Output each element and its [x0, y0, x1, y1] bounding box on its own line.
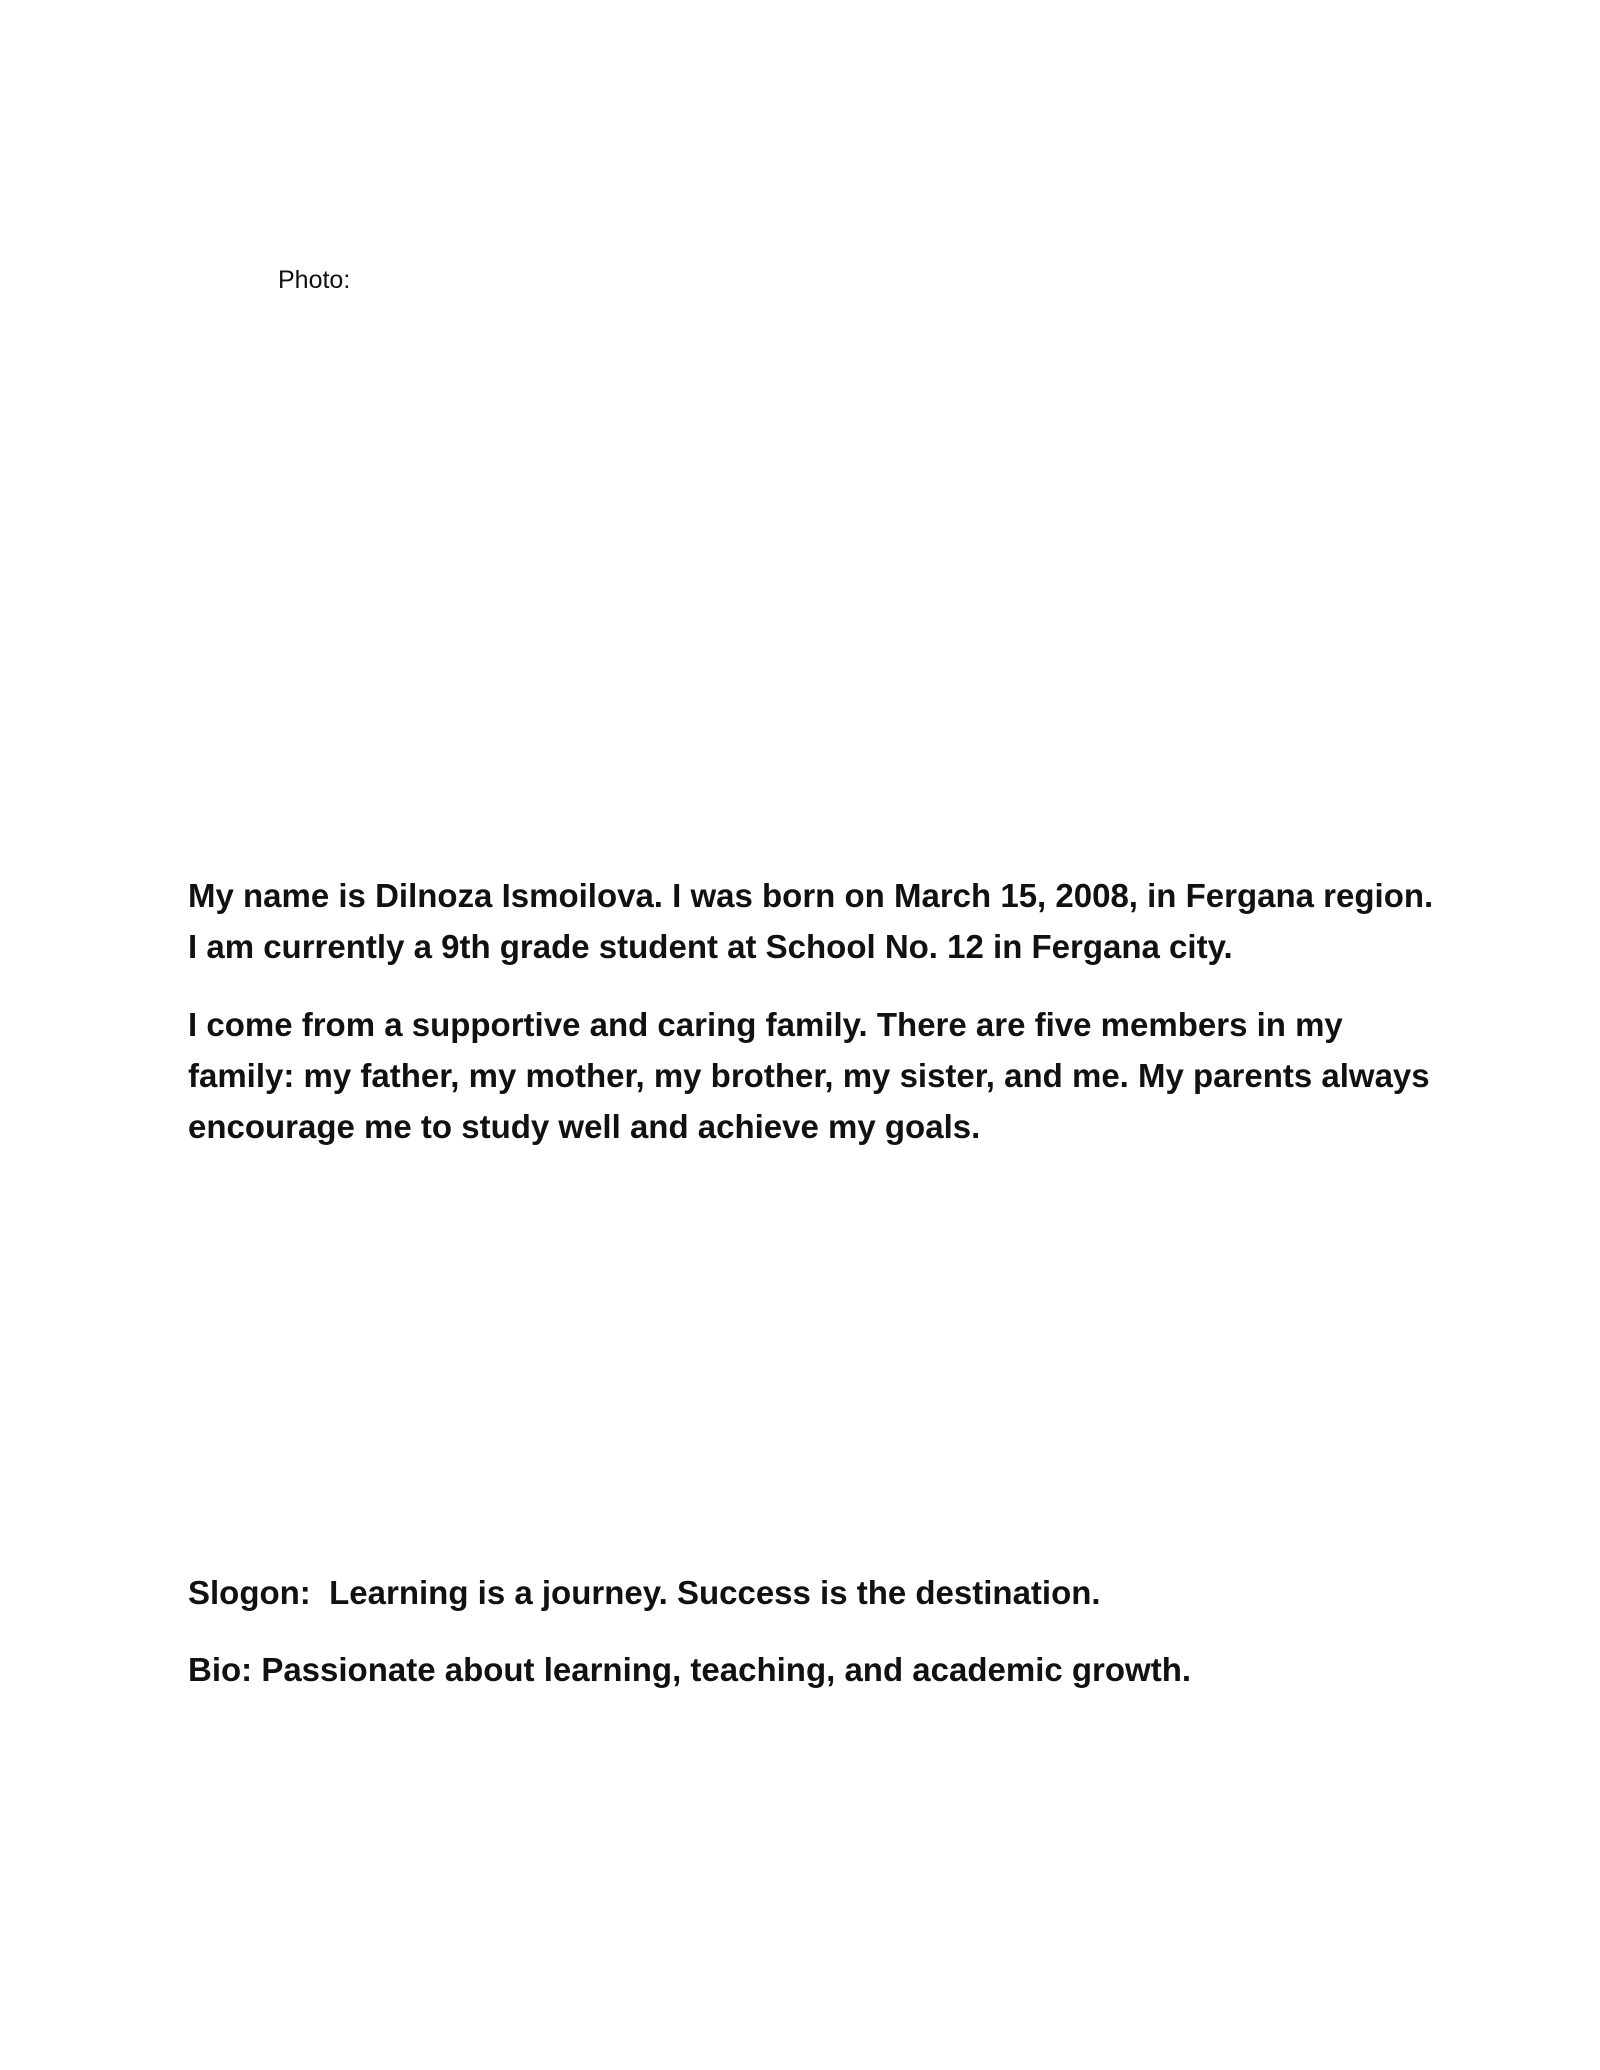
- slogan-line: Slogon: Learning is a journey. Success is the destination.: [188, 1574, 1101, 1611]
- photo-placeholder: [278, 305, 878, 825]
- family-paragraph: I come from a supportive and caring family. There are five members in my family: my father, my mother, my brother, my sister, and me. My parents always encourage me to study well and achieve my goals.: [188, 1006, 1430, 1145]
- photo-label: Photo:: [278, 266, 351, 294]
- bio-line: Bio: Passionate about learning, teaching, and academic growth.: [188, 1651, 1192, 1688]
- intro-paragraph: My name is Dilnoza Ismoilova. I was born on March 15, 2008, in Fergana region. I am currently a 9th grade student at School No. 12 in Fergana city.: [188, 877, 1434, 965]
